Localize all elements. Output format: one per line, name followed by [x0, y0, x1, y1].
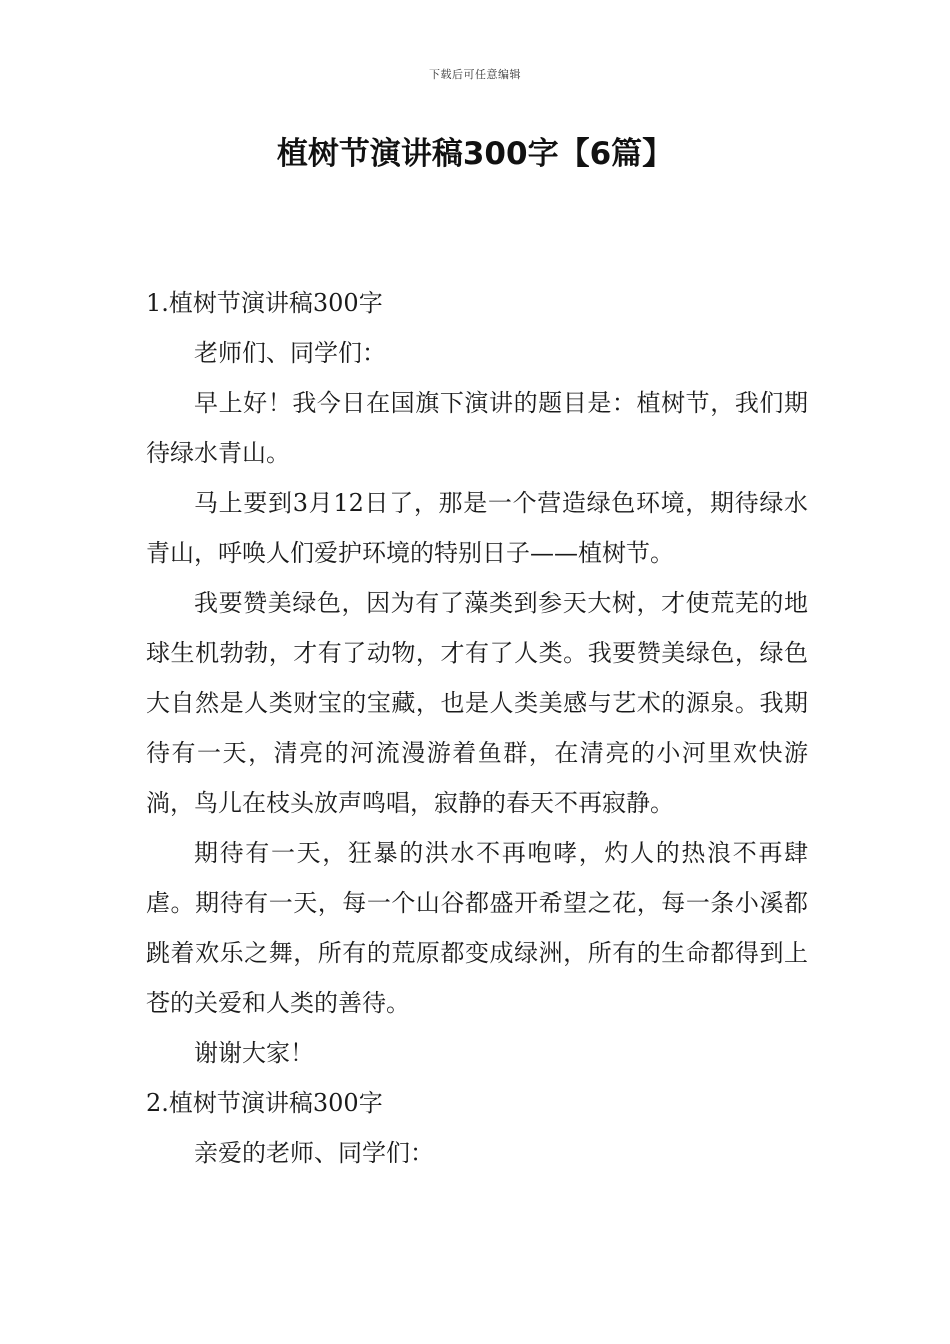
- header-note: 下载后可任意编辑: [429, 68, 521, 81]
- document-title: 植树节演讲稿300字【6篇】: [276, 136, 674, 172]
- section-heading-2: 2.植树节演讲稿300字: [146, 1089, 383, 1117]
- paragraph-greeting: 亲爱的老师、同学们：: [194, 1139, 434, 1167]
- paragraph: 期待有一天，狂暴的洪水不再咆哮，灼人的热浪不再肆虐。期待有一天，每一个山谷都盛开希望之花，每一条小溪都跳着欢乐之舞，所有的荒原都变成绿洲，所有的生命都得到上苍的关爱和人类的善待。: [146, 839, 808, 1017]
- section-heading-1: 1.植树节演讲稿300字: [146, 289, 383, 317]
- paragraph-closing: 谢谢大家！: [194, 1039, 314, 1067]
- paragraph: 马上要到3月12日了，那是一个营造绿色环境，期待绿水青山，呼唤人们爱护环境的特别日子——植树节。: [146, 489, 808, 567]
- paragraph-greeting: 老师们、同学们：: [194, 339, 386, 367]
- paragraph: 我要赞美绿色，因为有了藻类到参天大树，才使荒芜的地球生机勃勃，才有了动物，才有了人类。我要赞美绿色，绿色大自然是人类财宝的宝藏，也是人类美感与艺术的源泉。我期待有一天，清亮的河流漫游着鱼群，在清亮的小河里欢快游淌，鸟儿在枝头放声鸣唱，寂静的春天不再寂静。: [146, 589, 808, 817]
- document-body: [146, 278, 808, 1178]
- paragraph: 早上好！我今日在国旗下演讲的题目是：植树节，我们期待绿水青山。: [146, 389, 808, 467]
